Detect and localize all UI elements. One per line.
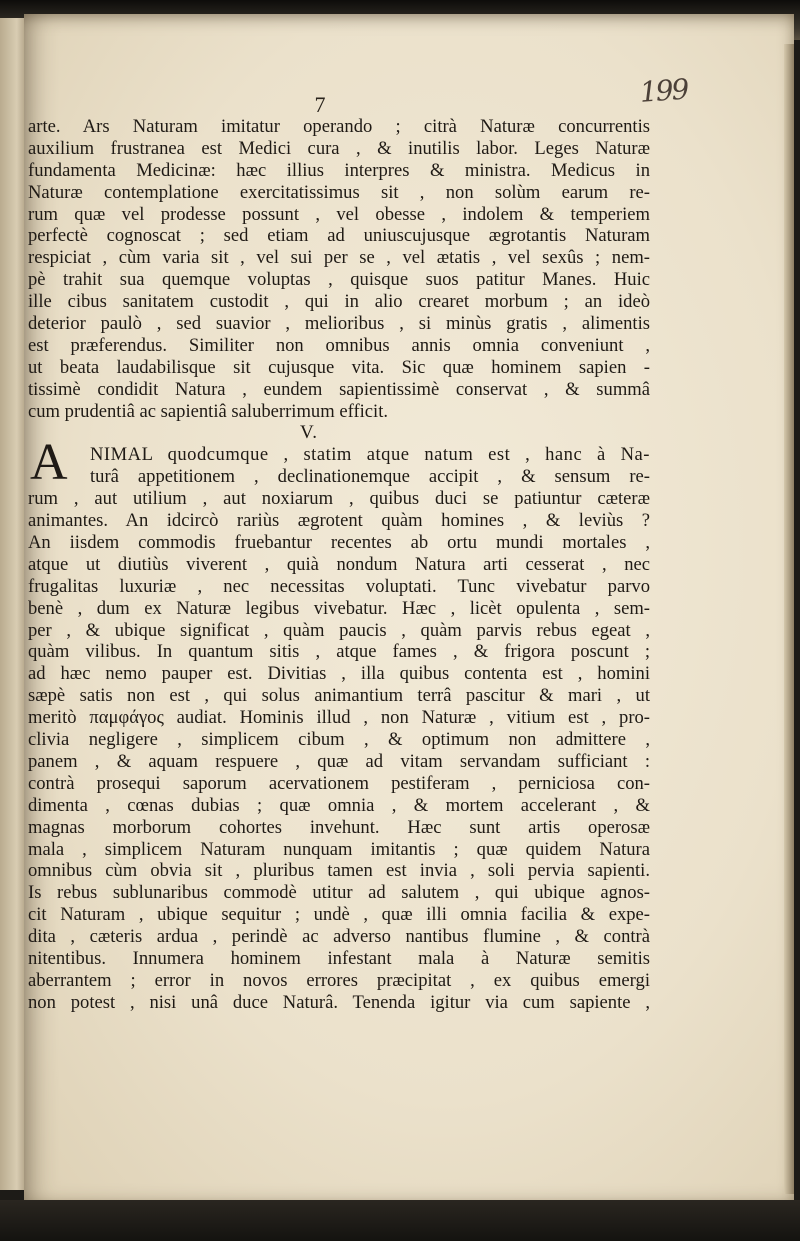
text-line: clivia negligere , simplicem cibum , & optimum non admittere ,	[28, 729, 650, 751]
text-line: ut beata laudabilisque sit cujusque vita. Sic quæ hominem sapien -	[28, 356, 650, 378]
text-line: dimenta , cœnas dubias ; quæ omnia , & mortem accelerant , &	[28, 794, 650, 816]
section-paragraph	[28, 434, 650, 1013]
text-line: tissimè condidit Natura , eundem sapientissimè conservat , & summâ	[28, 378, 650, 400]
text-line: animantes. An idcircò rariùs ægrotent quàm homines , & leviùs ?	[28, 510, 650, 532]
paragraph-continued	[28, 116, 650, 422]
text-line: mala , simplicem Naturam nunquam imitantis ; quæ quidem Natura	[28, 838, 650, 860]
text-line: ille cibus sanitatem custodit , qui in alio crearet morbum ; an ideò	[28, 291, 650, 313]
book-bottom-shadow	[0, 1200, 800, 1241]
text-line: quàm vilibus. In quantum sitis , atque fames , & frigora poscunt ;	[28, 641, 650, 663]
text-line: auxilium frustranea est Medici cura , & inutilis labor. Leges Naturæ	[28, 137, 650, 159]
text-line: arte. Ars Naturam imitatur operando ; citrà Naturæ concurrentis	[28, 116, 650, 137]
text-line: meritò παμφάγος audiat. Hominis illud , non Naturæ , vitium est , pro-	[28, 707, 650, 729]
drop-cap: A	[30, 434, 68, 492]
signature-mark: 7	[314, 92, 326, 117]
page-number: 199	[638, 72, 689, 109]
text-line: omnibus cùm obvia sit , pluribus tamen est invia , soli pervia sapienti.	[28, 860, 650, 882]
text-line: est præferendus. Similiter non omnibus annis omnia conveniunt ,	[28, 334, 650, 356]
main-text	[28, 116, 650, 1014]
text-line: magnas morborum cohortes invehunt. Hæc sunt artis operosæ	[28, 816, 650, 838]
text-line: turâ appetitionem , declinationemque accipit , & sensum re-	[90, 466, 650, 488]
text-line: deterior paulò , sed suavior , melioribus , si minùs gratis , alimentis	[28, 313, 650, 335]
text-line: non potest , nisi unâ duce Naturâ. Tenenda igitur via cum sapiente ,	[28, 991, 650, 1013]
text-line: respiciat , cùm varia sit , vel sui per se , vel ætatis , vel sexûs ; nem-	[28, 247, 650, 269]
text-line: panem , & aquam respuere , quæ ad vitam servandam sufficiant :	[28, 750, 650, 772]
text-line: perfectè cognoscat ; sed etiam ad uniuscujusque ægrotantis Naturam	[28, 225, 650, 247]
text-line: frugalitas luxuriæ , nec necessitas voluptati. Tunc vivebatur parvo	[28, 575, 650, 597]
text-line: cit Naturam , ubique sequitur ; undè , quæ illi omnia facilia & expe-	[28, 904, 650, 926]
text-line: atque ut diutiùs viverent , quià nondum Natura arti cesserat , nec	[28, 553, 650, 575]
text-line: sæpè satis non est , qui solus animantium terrâ pascitur & mari , ut	[28, 685, 650, 707]
text-line: fundamenta Medicinæ: hæc illius interpres & ministra. Medicus in	[28, 159, 650, 181]
page-fore-edge	[784, 44, 794, 1194]
text-line: dita , cæteris ardua , perindè ac adverso nantibus flumine , & contrà	[28, 926, 650, 948]
text-line: per , & ubique significat , quàm paucis , quàm parvis rebus egeat ,	[28, 619, 650, 641]
text-line: NIMAL quodcumque , statim atque natum est , hanc à Na-	[90, 444, 650, 466]
text-line: aberrantem ; error in novos errores præcipitat , ex quibus emergi	[28, 969, 650, 991]
text-line: Is rebus sublunaribus commodè utitur ad salutem , qui ubique agnos-	[28, 882, 650, 904]
text-line: contrà prosequi saporum acervationem pestiferam , perniciosa con-	[28, 772, 650, 794]
text-line: cum prudentiâ ac sapientiâ saluberrimum efficit.	[28, 400, 389, 422]
text-line: Naturæ contemplatione exercitatissimus sit , non solùm earum re-	[28, 181, 650, 203]
text-line: ad hæc nemo pauper est. Divitias , illa quibus contenta est , homini	[28, 663, 650, 685]
text-line: pè trahit sua quemque voluptas , quisque suos patitur Manes. Huic	[28, 269, 650, 291]
text-line: An iisdem commodis fruebantur recentes ab ortu mundi mortales ,	[28, 532, 650, 554]
text-line: benè , dum ex Naturæ legibus vivebatur. Hæc , licèt opulenta , sem-	[28, 597, 650, 619]
text-line: rum , aut utilium , aut noxiarum , quibus duci se patiuntur cæteræ	[28, 488, 650, 510]
text-line: nitentibus. Innumera hominem infestant mala à Naturæ semitis	[28, 947, 650, 969]
section-heading: V.	[299, 422, 319, 444]
text-line: rum quæ vel prodesse possunt , vel obesse , indolem & temperiem	[28, 203, 650, 225]
